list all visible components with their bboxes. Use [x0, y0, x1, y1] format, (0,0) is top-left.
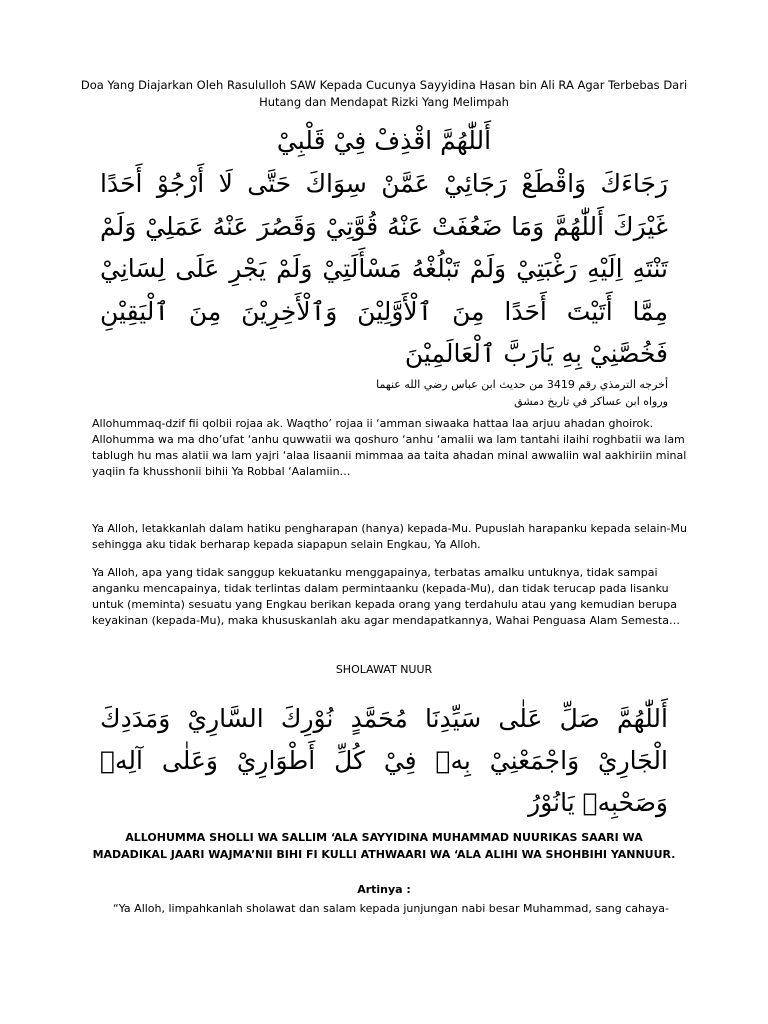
arabic-doa-text: رَجَاءَكَ وَاقْطَعْ رَجَائِيْ عَمَّنْ سِوَاكَ حَتَّى لَا أَرْجُوْ أَحَدًا غَيْرَكَ أَللّٰهُمَّ وَمَا ضَعُفَتْ عَنْهُ قُوَّتِيْ وَقَصُرَ عَنْهُ عَمَلِيْ وَلَمْ تَنْتَهِ اِلَيْهِ رَغْبَتِيْ وَلَمْ تَبْلُغْهُ مَسْأَلَتِيْ وَلَمْ يَجْرِ عَلَى لِسَانِيْ مِمَّا أَتَيْتَ أَحَدًا مِنَ ٱلْأَوَّلِيْنَ وَٱلْأَخِرِيْنَ مِنَ ٱلْيَقِيْنِ فَخُصَّنِيْ بِهِ يَارَبَّ ٱلْعَالَمِيْنَ — [100, 169, 668, 368]
hadith-source-line-2: ورواه ابن عساكر في تاريخ دمشق — [514, 395, 668, 408]
sholawat-heading: SHOLAWAT NUUR — [335, 663, 433, 676]
transliteration-paragraph-1: Allohummaq-dzif fii qolbii rojaa ak. Waqtho’ rojaa ii ‘amman siwaaka hattaa laa arjuu ahadan ghoirok. — [92, 417, 654, 430]
doa-transliteration — [92, 416, 690, 480]
sholawat-transliteration: ALLOHUMMA SHOLLI WA SALLIM ‘ALA SAYYIDINA MUHAMMAD NUURIKAS SAARI WA MADADIKAL JAARI WAJMA’NII BIHI FI KULLI ATHWAARI WA ‘ALA ALIHI WA SHOHBIHI YANNUUR. — [92, 831, 676, 861]
hadith-source — [300, 376, 668, 410]
document-title: Doa Yang Diajarkan Oleh Rasululloh SAW Kepada Cucunya Sayyidina Hasan bin Ali RA Agar Terbebas Dari Hutang dan Mendapat Rizki Yang Melimpah — [80, 78, 688, 109]
transliteration-paragraph-2: Allohumma wa ma dho’ufat ‘anhu quwwatii wa qoshuro ‘anhu ‘amalii wa lam tantahi ilaihi roghbatii wa lam tablugh hu mas alatii wa lam yajri ‘alaa lisaanii mimmaa aa taita ahadan minal awwaliin wal aakhiriin minal yaqiin fa khusshonii bihii Ya Robbal ‘Aalamiin… — [92, 433, 687, 478]
arabic-sholawat-text: أَللّٰهُمَّ صَلِّ عَلٰى سَيِّدِنَا مُحَمَّدٍ نُوْرِكَ السَّارِيْ وَمَدَدِكَ الْجَارِيْ وَاجْمَعْنِيْ بِهٖ فِيْ كُلِّ أَطْوَارِيْ وَعَلٰى آلِهٖ وَصَحْبِهٖ يَانُوْرُ — [100, 704, 668, 817]
arabic-doa-first-line: أَللّٰهُمَّ اقْذِفْ فِيْ قَلْبِيْ — [276, 126, 492, 155]
sholawat-translation: “Ya Alloh, limpahkanlah sholawat dan salam kepada junjungan nabi besar Muhammad, sang cahaya- — [113, 902, 669, 915]
hadith-source-line-1: أخرجه الترمذي رقم 3419 من حديث ابن عباس رضي الله عنهما — [376, 378, 668, 391]
artinya-label: Artinya : — [357, 883, 411, 896]
translation-paragraph-1: Ya Alloh, letakkanlah dalam hatiku pengharapan (hanya) kepada-Mu. Pupuslah harapanku kepada selain-Mu sehingga aku tidak berharap kepada siapapun selain Engkau, Ya Alloh. — [92, 522, 687, 551]
translation-paragraph-2: Ya Alloh, apa yang tidak sanggup kekuatanku menggapainya, terbatas amalku untuknya, tidak sampai anganku mencapainya, tidak terlintas dalam permintaanku (kepada-Mu), dan tidak terucap pada lisanku untuk (meminta) sesuatu yang Engkau berikan kepada orang yang terdahulu atau yang kemudian berupa keyakinan (kepada-Mu), maka khususkanlah aku agar mendapatkannya, Wahai Penguasa Alam Semesta… — [92, 566, 680, 627]
